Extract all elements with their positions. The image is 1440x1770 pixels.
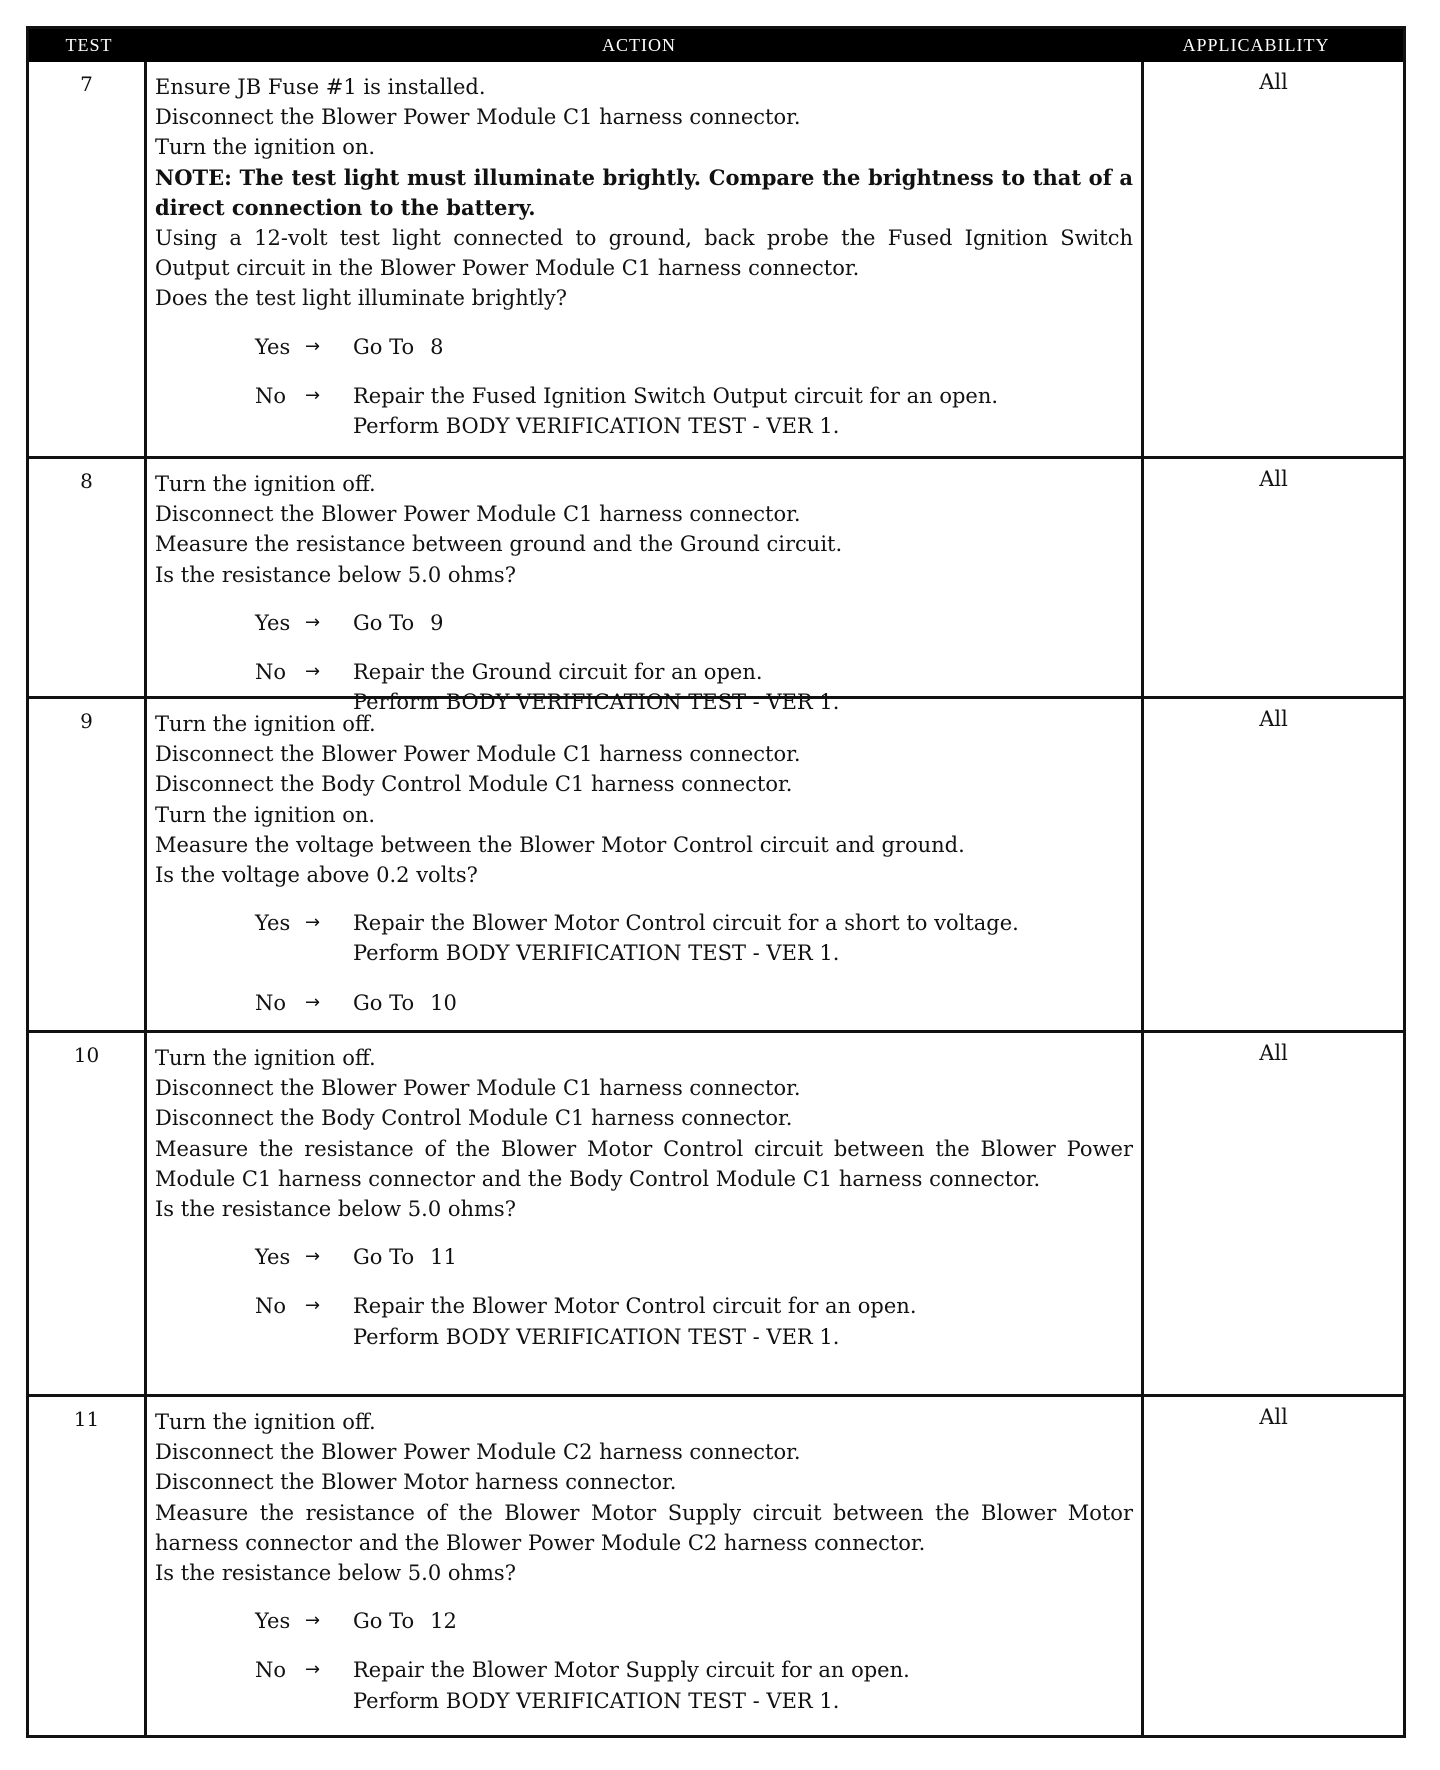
action-cell [147, 1033, 1144, 1394]
answer-yes: Yes → Repair the Blower Motor Control circuit for a short to voltage. Perform BODY VERIFICATION TEST - VER 1. [255, 908, 1133, 968]
action-line: Disconnect the Body Control Module C1 harness connector. [155, 1106, 793, 1131]
answer-no: No → Repair the Blower Motor Control circuit for an open. Perform BODY VERIFICATION TEST - VER 1. [255, 1291, 1133, 1351]
action-line: Disconnect the Blower Power Module C1 harness connector. [155, 1076, 801, 1101]
answer-no: No → Go To 10 [255, 988, 1133, 1018]
action-paragraph: Measure the resistance of the Blower Motor Control circuit between the Blower Power Module C1 harness connector and the Body Control Module C1 harness connector. [155, 1136, 1133, 1191]
action-question: Does the test light illuminate brightly? [155, 286, 568, 311]
answer-yes: Yes → Go To 8 [255, 332, 1133, 362]
test-number: 11 [29, 1397, 147, 1735]
action-line: Disconnect the Blower Power Module C2 harness connector. [155, 1440, 801, 1465]
action-line: Disconnect the Blower Motor harness connector. [155, 1470, 677, 1495]
answer-no: No → Repair the Ground circuit for an open. Perform BODY VERIFICATION TEST - VER 1. [255, 657, 1133, 717]
action-line: Disconnect the Body Control Module C1 harness connector. [155, 772, 793, 797]
arrow-icon: → [305, 384, 321, 406]
answer-yes: Yes → Go To 12 [255, 1606, 1133, 1636]
action-question: Is the resistance below 5.0 ohms? [155, 1561, 516, 1586]
action-question: Is the resistance below 5.0 ohms? [155, 1197, 516, 1222]
action-cell [147, 699, 1144, 1030]
action-line: Turn the ignition on. [155, 135, 376, 160]
test-number: 10 [29, 1033, 147, 1394]
action-line: Disconnect the Blower Power Module C1 harness connector. [155, 105, 801, 130]
applicability-cell: All [1259, 70, 1288, 94]
table-header [29, 29, 1403, 62]
arrow-icon: → [305, 1295, 321, 1317]
action-line: Measure the resistance between ground and the Ground circuit. [155, 532, 843, 557]
action-line: Ensure JB Fuse #1 is installed. [155, 75, 486, 99]
answers [155, 1242, 1133, 1352]
arrow-icon: → [305, 991, 321, 1013]
header-test: TEST [65, 35, 113, 55]
arrow-icon: → [305, 1610, 321, 1632]
answers [155, 332, 1133, 442]
test-number: 9 [29, 699, 147, 1030]
answer-no: No → Repair the Fused Ignition Switch Output circuit for an open. Perform BODY VERIFICATION TEST - VER 1. [255, 381, 1133, 441]
action-question: Is the resistance below 5.0 ohms? [155, 562, 516, 587]
action-line: Turn the ignition off. [155, 472, 376, 496]
header-action: ACTION [602, 35, 676, 55]
arrow-icon: → [305, 611, 321, 633]
test-number: 8 [29, 459, 147, 696]
arrow-icon: → [305, 912, 321, 934]
answer-no: No → Repair the Blower Motor Supply circuit for an open. Perform BODY VERIFICATION TEST - VER 1. [255, 1655, 1133, 1715]
test-number: 7 [29, 62, 147, 456]
test-row-11 [29, 1397, 1403, 1735]
action-paragraph: Measure the resistance of the Blower Motor Supply circuit between the Blower Motor harness connector and the Blower Power Module C2 harness connector. [155, 1500, 1133, 1555]
action-question: Is the voltage above 0.2 volts? [155, 863, 478, 888]
test-row-8 [29, 459, 1403, 715]
arrow-icon: → [305, 1659, 321, 1681]
test-row-10 [29, 1033, 1403, 1397]
note-text: NOTE: The test light must illuminate brightly. Compare the brightness to that of a direct connection to the battery. [155, 164, 1133, 220]
answers [155, 1606, 1133, 1716]
action-cell [147, 459, 1144, 715]
applicability-cell: All [1259, 1405, 1288, 1429]
arrow-icon: → [305, 661, 321, 683]
action-line: Disconnect the Blower Power Module C1 harness connector. [155, 502, 801, 527]
applicability-cell: All [1259, 467, 1288, 491]
action-line: Turn the ignition on. [155, 802, 376, 827]
action-line: Disconnect the Blower Power Module C1 harness connector. [155, 742, 801, 767]
answer-yes: Yes → Go To 9 [255, 608, 1133, 638]
test-row-7 [29, 62, 1403, 459]
answers [155, 908, 1133, 1018]
arrow-icon: → [305, 335, 321, 357]
test-row-9 [29, 699, 1403, 1033]
header-applicability: APPLICABILITY [1182, 35, 1330, 55]
action-cell [147, 1397, 1144, 1735]
action-line: Measure the voltage between the Blower Motor Control circuit and ground. [155, 832, 965, 857]
action-cell [147, 62, 1144, 456]
action-line: Turn the ignition off. [155, 1046, 376, 1070]
applicability-cell: All [1259, 707, 1288, 731]
action-paragraph: Using a 12-volt test light connected to ground, back probe the Fused Ignition Switch Output circuit in the Blower Power Module C1 harness connector. [155, 226, 1133, 281]
diagnostic-table [26, 26, 1406, 1738]
arrow-icon: → [305, 1246, 321, 1268]
action-line: Turn the ignition off. [155, 712, 376, 736]
applicability-cell: All [1259, 1041, 1288, 1065]
answer-yes: Yes → Go To 11 [255, 1242, 1133, 1272]
action-line: Turn the ignition off. [155, 1410, 376, 1434]
